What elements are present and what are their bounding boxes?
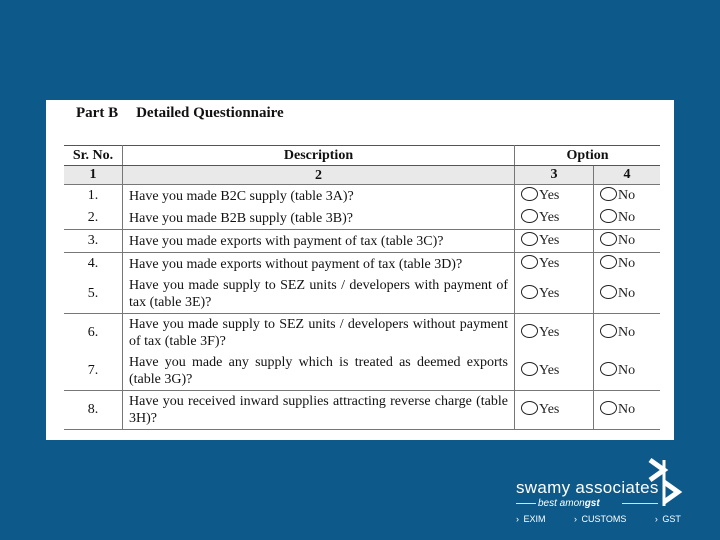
logo-links	[516, 514, 705, 524]
radio-circle-icon	[600, 209, 617, 223]
radio-circle-icon	[521, 209, 538, 223]
yes-option[interactable]: Yes	[521, 325, 559, 340]
column-number: 3	[515, 166, 594, 185]
radio-circle-icon	[521, 232, 538, 246]
row-sr-no: 4.	[64, 253, 123, 276]
radio-circle-icon	[521, 401, 538, 415]
yes-option[interactable]: Yes	[521, 210, 559, 225]
radio-circle-icon	[600, 362, 617, 376]
link-gst[interactable]: › GST	[654, 514, 681, 524]
row-question: Have you made B2B supply (table 3B)?	[123, 207, 515, 230]
row-sr-no: 2.	[64, 207, 123, 230]
row-question: Have you made supply to SEZ units / developers without payment of tax (table 3F)?	[123, 314, 515, 353]
table-header-row	[64, 146, 660, 166]
radio-circle-icon	[600, 187, 617, 201]
table-row	[64, 253, 660, 276]
table-row	[64, 185, 660, 208]
yes-option[interactable]: Yes	[521, 402, 559, 417]
radio-circle-icon	[600, 232, 617, 246]
row-question: Have you made exports with payment of tax (table 3C)?	[123, 230, 515, 253]
row-sr-no: 7.	[64, 352, 123, 391]
no-option[interactable]: No	[600, 325, 635, 340]
yes-option[interactable]: Yes	[521, 256, 559, 271]
no-option[interactable]: No	[600, 256, 635, 271]
questionnaire-document	[46, 100, 674, 440]
table-row	[64, 207, 660, 230]
radio-circle-icon	[521, 324, 538, 338]
row-question: Have you made any supply which is treated as deemed exports (table 3G)?	[123, 352, 515, 391]
no-option[interactable]: No	[600, 210, 635, 225]
radio-circle-icon	[600, 255, 617, 269]
link-exim[interactable]: › EXIM	[516, 514, 546, 524]
no-option[interactable]: No	[600, 363, 635, 378]
row-question: Have you made supply to SEZ units / developers with payment of tax (table 3E)?	[123, 275, 515, 314]
row-question: Have you received inward supplies attracting reverse charge (table 3H)?	[123, 391, 515, 430]
row-question: Have you made B2C supply (table 3A)?	[123, 185, 515, 208]
column-number: 1	[64, 166, 123, 185]
link-customs[interactable]: › CUSTOMS	[574, 514, 627, 524]
column-number: 2	[123, 166, 515, 185]
yes-option[interactable]: Yes	[521, 363, 559, 378]
table-row	[64, 314, 660, 353]
questionnaire-table	[64, 145, 660, 430]
company-logo	[516, 456, 706, 526]
row-sr-no: 6.	[64, 314, 123, 353]
radio-circle-icon	[521, 285, 538, 299]
part-heading	[76, 105, 284, 122]
header-description: Description	[123, 146, 515, 166]
radio-circle-icon	[521, 255, 538, 269]
radio-circle-icon	[521, 187, 538, 201]
table-row	[64, 391, 660, 430]
part-title: Detailed Questionnaire	[136, 105, 284, 121]
row-sr-no: 5.	[64, 275, 123, 314]
logo-divider	[622, 503, 658, 504]
logo-divider	[516, 503, 536, 504]
row-sr-no: 1.	[64, 185, 123, 208]
no-option[interactable]: No	[600, 233, 635, 248]
row-sr-no: 3.	[64, 230, 123, 253]
column-number: 4	[594, 166, 661, 185]
radio-circle-icon	[521, 362, 538, 376]
row-question: Have you made exports without payment of tax (table 3D)?	[123, 253, 515, 276]
header-option: Option	[515, 146, 661, 166]
table-row	[64, 352, 660, 391]
yes-option[interactable]: Yes	[521, 188, 559, 203]
column-number-row	[64, 166, 660, 185]
table-row	[64, 275, 660, 314]
radio-circle-icon	[600, 324, 617, 338]
no-option[interactable]: No	[600, 188, 635, 203]
no-option[interactable]: No	[600, 286, 635, 301]
logo-tagline: best amongst	[538, 498, 600, 509]
logo-name: swamy associates	[516, 478, 659, 497]
yes-option[interactable]: Yes	[521, 286, 559, 301]
row-sr-no: 8.	[64, 391, 123, 430]
table-row	[64, 230, 660, 253]
part-label: Part B	[76, 105, 119, 121]
no-option[interactable]: No	[600, 402, 635, 417]
header-sr-no: Sr. No.	[64, 146, 123, 166]
yes-option[interactable]: Yes	[521, 233, 559, 248]
radio-circle-icon	[600, 285, 617, 299]
radio-circle-icon	[600, 401, 617, 415]
